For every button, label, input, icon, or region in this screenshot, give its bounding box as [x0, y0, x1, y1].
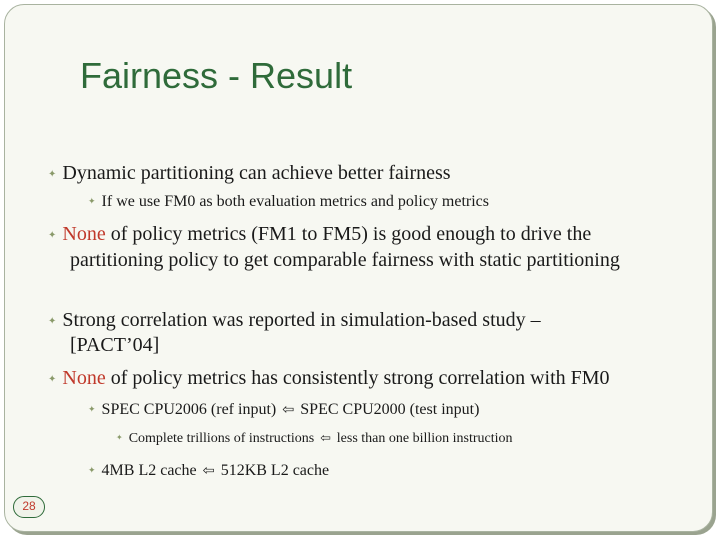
bullet-text: If we use FM0 as both evaluation metrics and policy metrics [101, 193, 490, 210]
bullet-icon: ✦ [48, 374, 57, 385]
bullet-icon: ✦ [48, 316, 57, 327]
sub-bullet-cache [88, 461, 329, 480]
slide-title: Fairness - Result [80, 55, 353, 96]
accent-text: None [62, 223, 106, 245]
bullet-icon: ✦ [48, 230, 57, 241]
bullet-icon: ✦ [88, 197, 96, 207]
bullet-text [62, 366, 609, 390]
bullet-icon: ✦ [116, 433, 123, 442]
bullet-dynamic-partitioning [48, 161, 451, 185]
bullet-text: 4MB L2 cache [101, 462, 197, 479]
bullet-text-rest: of policy metrics (FM1 to FM5) is good enough to drive the [105, 223, 592, 245]
bullet-text [62, 222, 591, 246]
double-arrow-icon: ⇦ [282, 402, 295, 418]
bullet-text: SPEC CPU2006 (ref input) [101, 401, 277, 418]
bullet-none-policy-metrics [48, 222, 591, 246]
bullet-text: Strong correlation was reported in simulation-based study – [62, 309, 541, 331]
sub-bullet-fm0 [88, 192, 489, 211]
bullet-continuation: [PACT’04] [70, 334, 160, 356]
bullet-text: less than one billion instruction [336, 431, 513, 446]
double-arrow-icon: ⇦ [320, 430, 331, 445]
sub-sub-bullet-instructions [116, 430, 513, 448]
bullet-text: Dynamic partitioning can achieve better fairness [62, 162, 451, 184]
sub-bullet-spec [88, 400, 479, 419]
page-number: 28 [13, 496, 45, 518]
bullet-icon: ✦ [88, 466, 96, 476]
bullet-text-rest: of policy metrics has consistently strong correlation with FM0 [105, 367, 610, 389]
bullet-none-correlation [48, 366, 610, 390]
bullet-continuation: partitioning policy to get comparable fairness with static partitioning [70, 249, 620, 271]
bullet-text: Complete trillions of instructions [128, 431, 315, 446]
bullet-strong-correlation [48, 308, 541, 332]
bullet-text: SPEC CPU2000 (test input) [300, 401, 480, 418]
double-arrow-icon: ⇦ [202, 463, 215, 479]
bullet-text: 512KB L2 cache [220, 462, 330, 479]
accent-text: None [62, 367, 106, 389]
bullet-icon: ✦ [88, 405, 96, 415]
bullet-icon: ✦ [48, 169, 57, 180]
